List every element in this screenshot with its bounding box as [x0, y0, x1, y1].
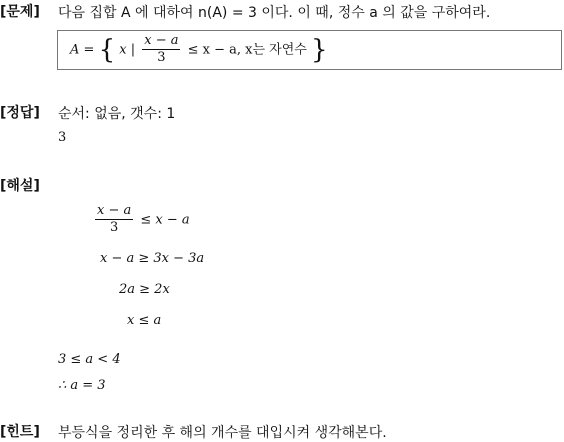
hint-text: 부등식을 정리한 후 해의 개수를 대입시켜 생각해본다. [58, 425, 387, 441]
problem-statement: 다음 집합 A 에 대하여 n(A) = 3 이다. 이 때, 정수 a 의 값을 구하여라. [58, 5, 491, 21]
solution-line-5: 3 ≤ a < 4 [58, 352, 121, 367]
solution-line-4: x ≤ a [127, 313, 162, 328]
hint-tag: [힌트] [0, 424, 40, 440]
solution-tag: [해설] [0, 178, 40, 194]
solution-fraction-den: 3 [109, 220, 119, 236]
set-condition: ≤ x − a, x는 자연수 [187, 42, 307, 58]
right-brace: } [311, 34, 328, 65]
left-brace: { [98, 34, 116, 65]
answer-meta: 순서: 없음, 갯수: 1 [58, 106, 176, 122]
set-definition-box [57, 30, 562, 70]
set-fraction-num: x − a [144, 33, 179, 48]
set-fraction [142, 34, 180, 66]
solution-line-3: 2a ≥ 2x [119, 282, 170, 297]
solution-line-1-rest: ≤ x − a [140, 212, 190, 228]
solution-fraction-num: x − a [97, 203, 132, 218]
solution-line-6: ∴ a = 3 [58, 378, 106, 393]
solution-line-2: x − a ≥ 3x − 3a [100, 251, 205, 266]
answer-value: 3 [58, 130, 67, 145]
set-lhs: A = [70, 42, 95, 58]
solution-fraction [95, 204, 133, 236]
set-var: x | [119, 42, 136, 58]
solution-line-1 [95, 204, 190, 236]
set-fraction-den: 3 [157, 50, 166, 66]
problem-tag: [문제] [0, 4, 40, 20]
set-definition [70, 34, 328, 66]
answer-tag: [정답] [0, 105, 40, 121]
